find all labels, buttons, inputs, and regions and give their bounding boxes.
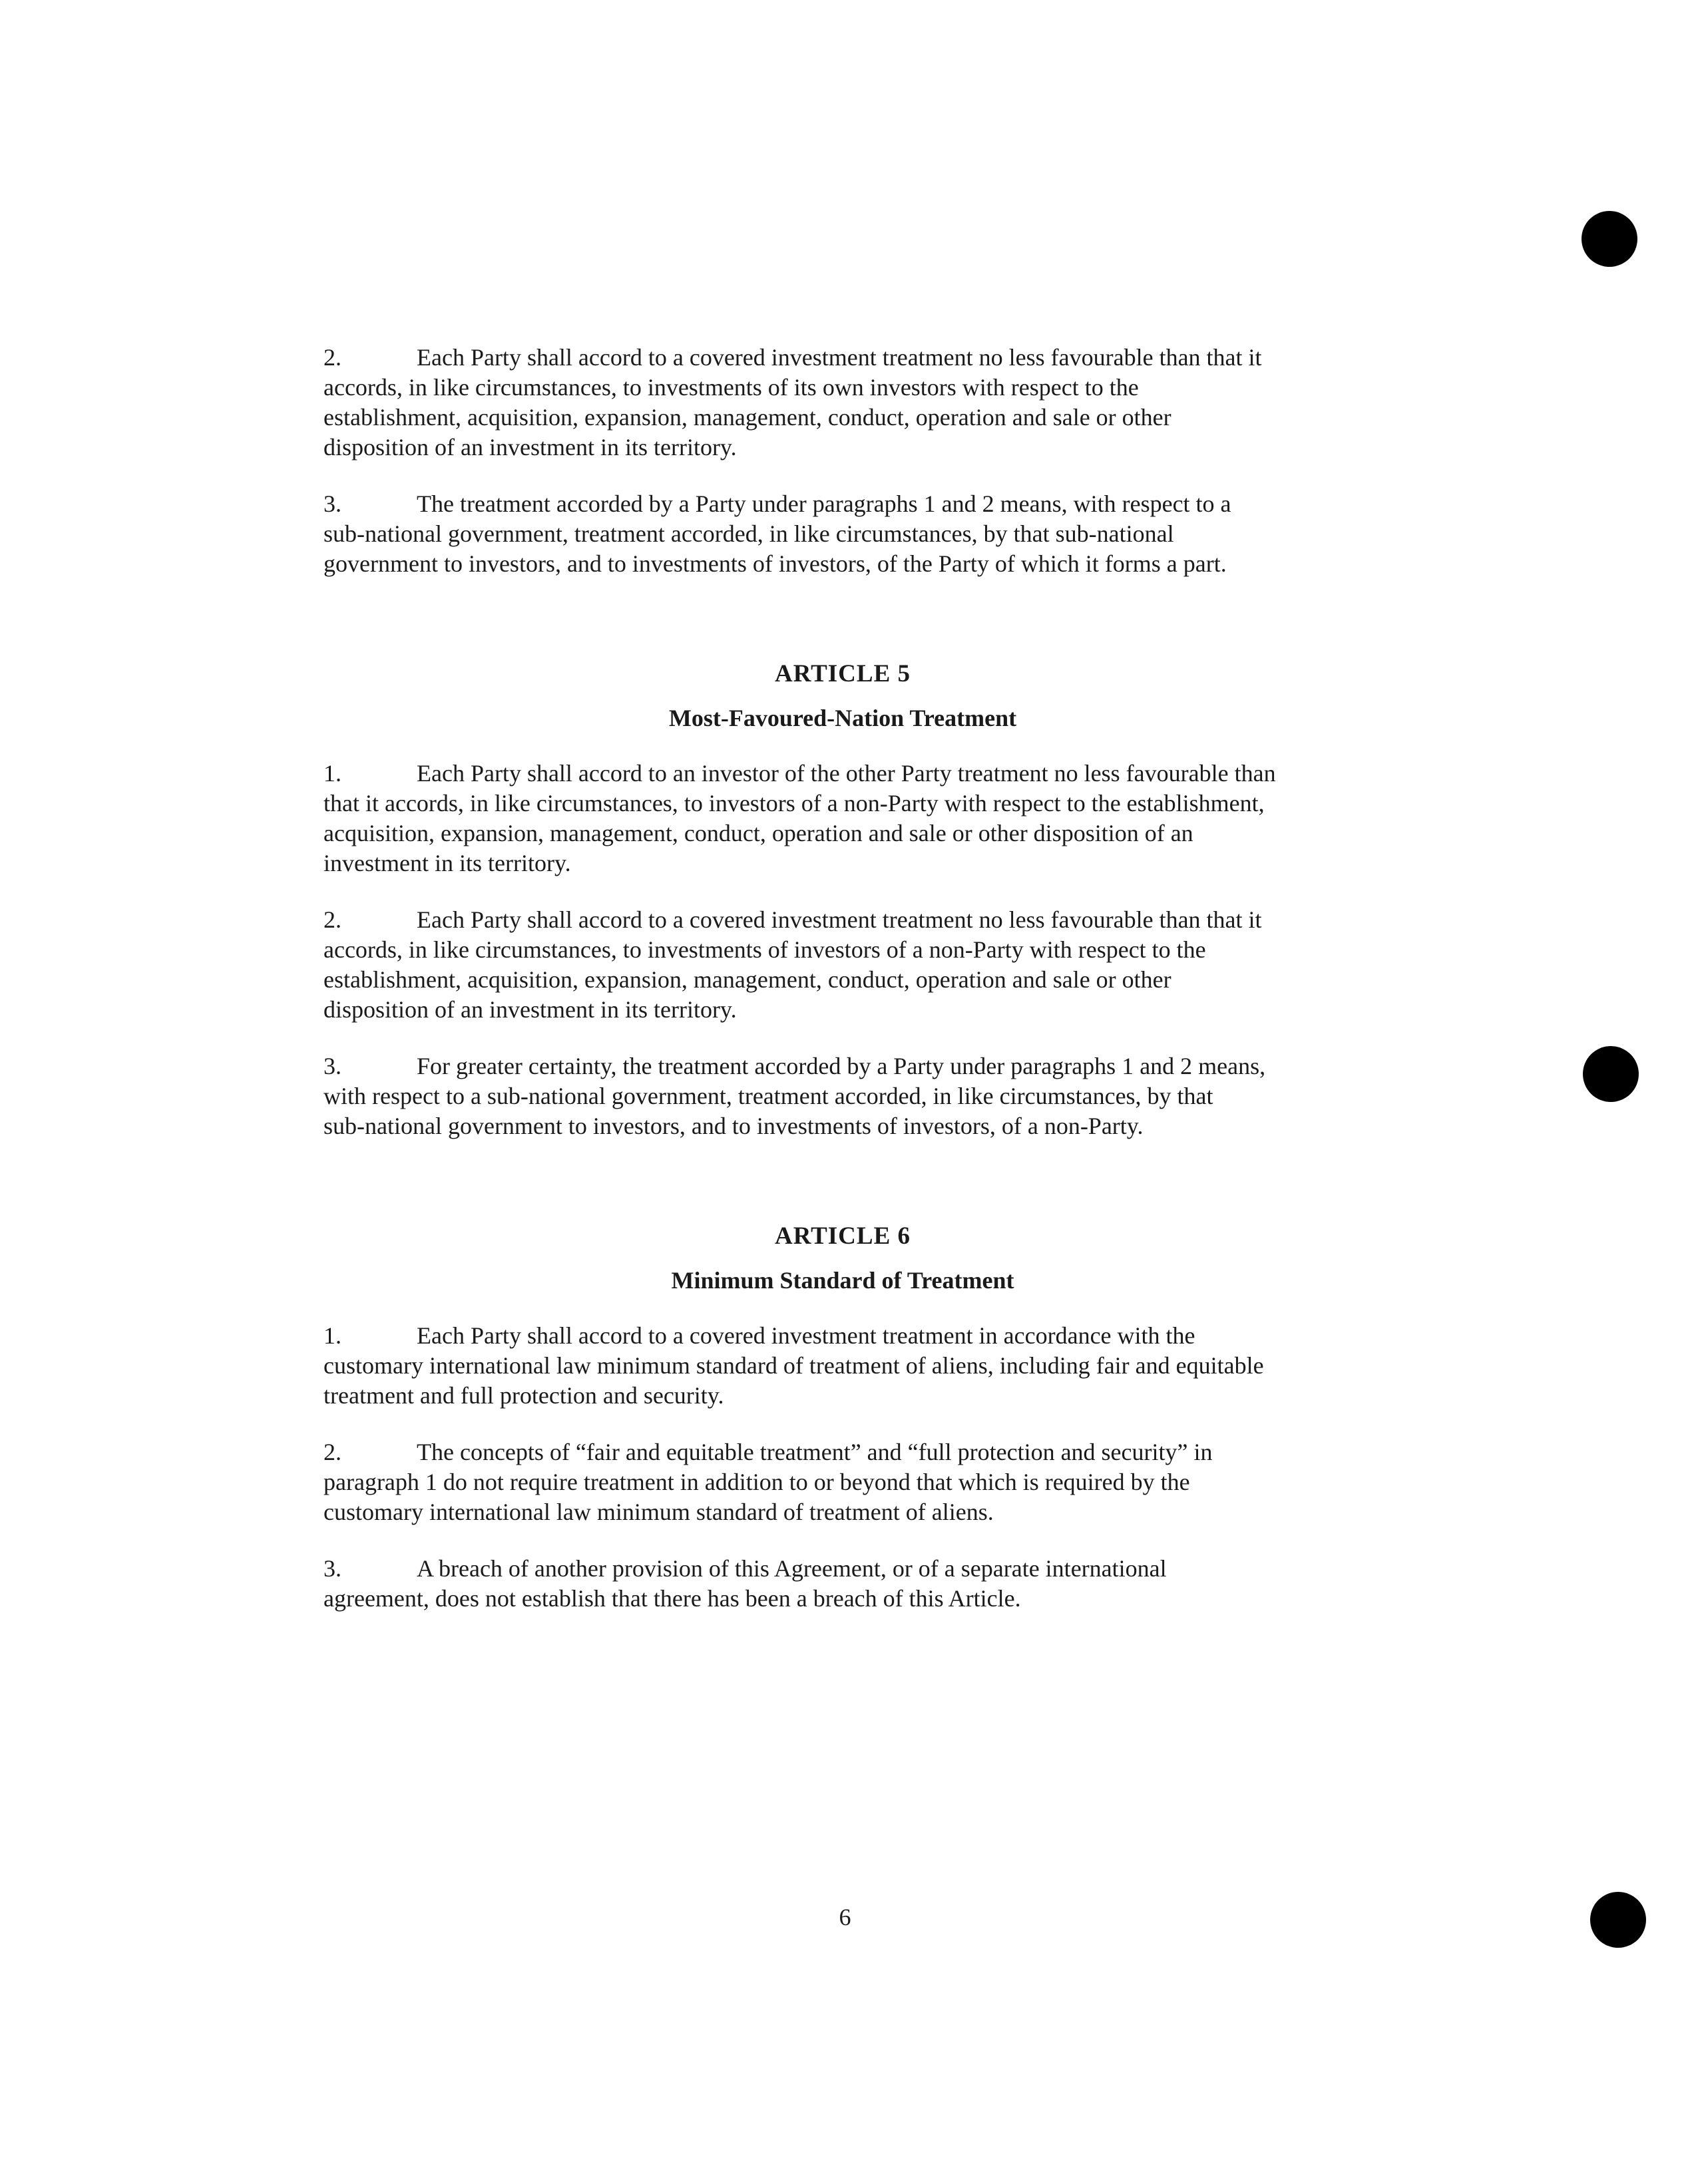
paragraph-line: The concepts of “fair and equitable treatment” and “full protection and security” in [417,1439,1213,1465]
article-5-title: Most-Favoured-Nation Treatment [668,705,1017,731]
paragraph-line: customary international law minimum standard of treatment of aliens. [323,1499,994,1525]
paragraph-number: 3. [323,1053,341,1079]
paragraph-line: sub-national government, treatment accorded, in like circumstances, by that sub-national [323,520,1174,547]
paragraph-line: accords, in like circumstances, to investments of its own investors with respect to the [323,374,1139,401]
paragraph-line: sub-national government to investors, and to investments of investors, of a non-Party. [323,1113,1144,1139]
paragraph-number: 2. [323,1439,341,1465]
paragraph-line: For greater certainty, the treatment accorded by a Party under paragraphs 1 and 2 means, [417,1053,1266,1079]
paragraph-line: that it accords, in like circumstances, to investors of a non-Party with respect to the establishment, [323,790,1265,817]
paragraph-number: 3. [323,1555,341,1582]
paragraph-line: Each Party shall accord to a covered investment treatment in accordance with the [417,1322,1195,1349]
paragraph-line: agreement, does not establish that there has been a breach of this Article. [323,1585,1021,1612]
paragraph-number: 3. [323,490,341,517]
paragraph-line: with respect to a sub-national government, treatment accorded, in like circumstances, by that [323,1083,1213,1109]
paragraph-number: 2. [323,344,341,371]
document-body [323,343,1362,1614]
article-5-paragraph-3 [323,1051,1362,1141]
paragraph-line: establishment, acquisition, expansion, management, conduct, operation and sale or other [323,966,1171,993]
paragraph-line: Each Party shall accord to a covered investment treatment no less favourable than that it [417,906,1262,933]
paragraph-number: 2. [323,906,341,933]
paragraph-line: disposition of an investment in its territory. [323,434,737,460]
article-6-paragraph-2 [323,1437,1362,1527]
article-6-heading: ARTICLE 6 [774,1222,911,1250]
article-5-paragraph-1 [323,759,1362,878]
article-6-title: Minimum Standard of Treatment [671,1267,1014,1294]
paragraph-line: accords, in like circumstances, to investments of investors of a non-Party with respect to the [323,936,1206,963]
paragraph-line: Each Party shall accord to an investor of the other Party treatment no less favourable than [417,760,1276,787]
paragraph-line: acquisition, expansion, management, conduct, operation and sale or other disposition of an [323,820,1193,846]
paragraph-line: paragraph 1 do not require treatment in addition to or beyond that which is required by the [323,1469,1190,1495]
paragraph-number: 1. [323,760,341,787]
paragraph-line: establishment, acquisition, expansion, management, conduct, operation and sale or other [323,404,1171,431]
binder-hole-middle [1583,1046,1639,1102]
article-6-paragraph-1 [323,1321,1362,1411]
paragraph-number: 1. [323,1322,341,1349]
article-5-heading: ARTICLE 5 [774,660,911,687]
article-5-paragraph-2 [323,905,1362,1025]
paragraph-2 [323,343,1362,462]
page-number: 6 [839,1904,851,1930]
paragraph-line: investment in its territory. [323,850,571,876]
article-6-paragraph-3 [323,1554,1362,1614]
paragraph-line: customary international law minimum standard of treatment of aliens, including fair and equitable [323,1352,1264,1379]
paragraph-line: government to investors, and to investments of investors, of the Party of which it forms a part. [323,550,1227,577]
paragraph-line: The treatment accorded by a Party under paragraphs 1 and 2 means, with respect to a [417,490,1231,517]
paragraph-line: Each Party shall accord to a covered investment treatment no less favourable than that it [417,344,1262,371]
paragraph-line: A breach of another provision of this Agreement, or of a separate international [417,1555,1167,1582]
paragraph-line: treatment and full protection and security. [323,1382,724,1409]
binder-hole-top [1582,211,1637,267]
paragraph-3 [323,489,1362,579]
paragraph-line: disposition of an investment in its territory. [323,996,737,1023]
